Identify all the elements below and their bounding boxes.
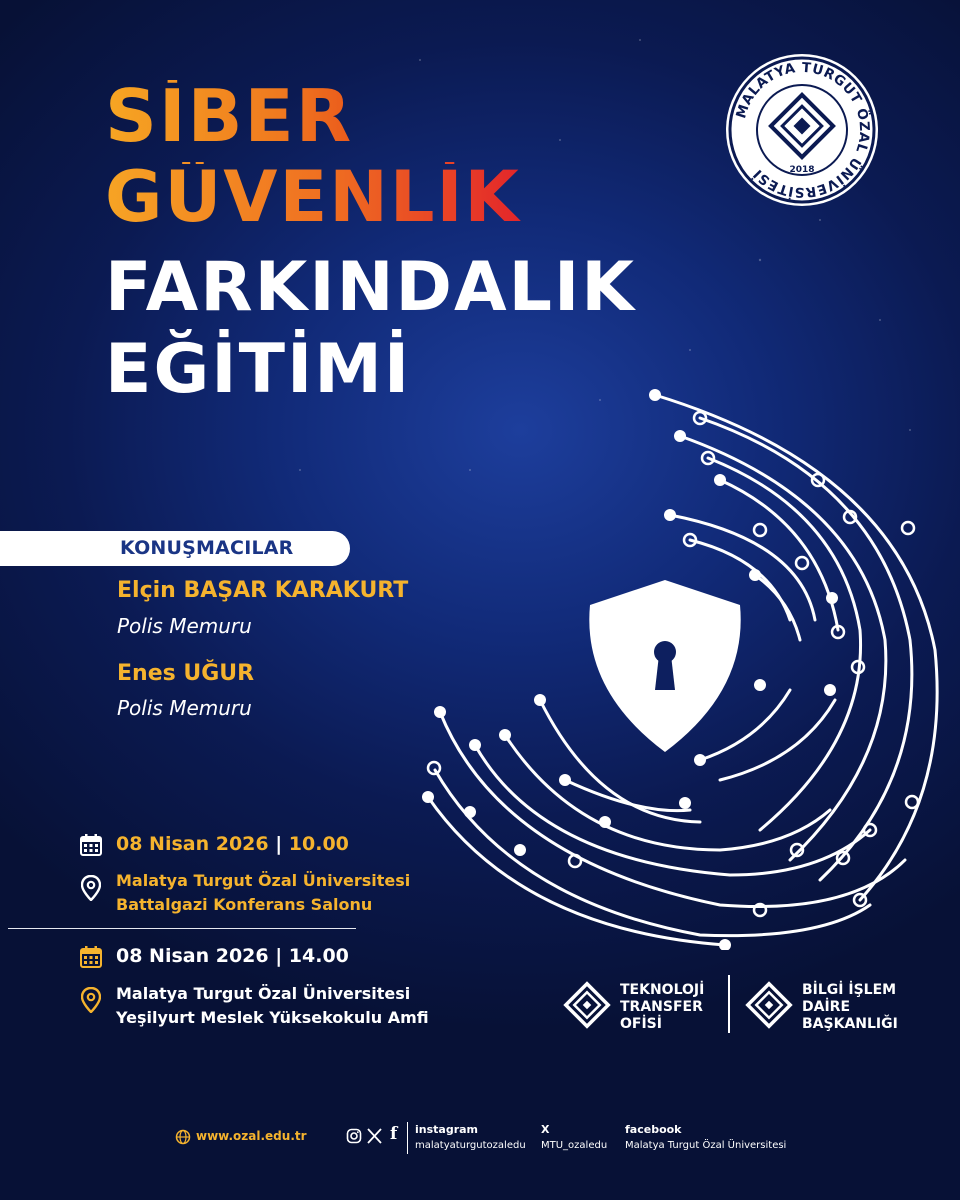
- event-2-location-line1: Malatya Turgut Özal Üniversitesi: [116, 984, 411, 1003]
- events-divider: [8, 928, 356, 929]
- circuit-graphic: [420, 380, 950, 950]
- instagram-label: instagram: [415, 1123, 479, 1136]
- facebook-icon[interactable]: f: [390, 1124, 398, 1144]
- website-link[interactable]: www.ozal.edu.tr: [196, 1129, 307, 1143]
- speaker-2-name: Enes UĞUR: [117, 661, 255, 686]
- facebook-handle[interactable]: Malatya Turgut Özal Üniversitesi: [625, 1140, 787, 1151]
- speaker-2-role: Polis Memuru: [117, 696, 252, 720]
- facebook-label: facebook: [625, 1123, 682, 1136]
- speaker-1-role: Polis Memuru: [117, 614, 252, 638]
- instagram-handle[interactable]: malatyaturgutozaledu: [415, 1140, 526, 1151]
- event-2-datetime: 08 Nisan 2026 | 14.00: [116, 945, 349, 967]
- event-1-date: 08 Nisan 2026: [116, 833, 269, 855]
- calendar-icon: [79, 945, 103, 969]
- event-2-location: [116, 982, 429, 1030]
- university-seal: [726, 54, 878, 206]
- seal-emblem-icon: [771, 95, 833, 157]
- speakers-heading-bar: [0, 531, 350, 566]
- event-1-location: [116, 869, 410, 917]
- title-line-1: SİBER: [105, 74, 354, 158]
- location-pin-icon: [81, 987, 101, 1013]
- title-line-3: FARKINDALIK: [105, 248, 636, 327]
- globe-icon: [175, 1129, 191, 1145]
- title-line-2: GÜVENLİK: [105, 156, 521, 238]
- event-1-location-line1: Malatya Turgut Özal Üniversitesi: [116, 871, 411, 890]
- footer-divider: [407, 1122, 408, 1154]
- tto-logo-icon: [562, 980, 612, 1030]
- speaker-1-name: Elçin BAŞAR KARAKURT: [117, 578, 409, 603]
- event-2-location-line2: Yeşilyurt Meslek Yüksekokulu Amfi: [116, 1008, 429, 1027]
- location-pin-icon: [81, 875, 101, 901]
- bidb-logo-text: BİLGİ İŞLEM DAİRE BAŞKANLIĞI: [802, 982, 898, 1032]
- seal-ring-text: MALATYA TURGUT ÖZAL ÜNİVERSİTESİ: [733, 59, 873, 201]
- bidb-logo-icon: [744, 980, 794, 1030]
- title-line-4: EĞİTİMİ: [105, 330, 412, 409]
- logo-divider: [728, 975, 730, 1033]
- speakers-heading: KONUŞMACILAR: [120, 537, 294, 559]
- event-1-location-line2: Battalgazi Konferans Salonu: [116, 895, 373, 914]
- shield-lock-icon: [589, 580, 740, 752]
- tto-logo-text: TEKNOLOJİ TRANSFER OFİSİ: [620, 982, 705, 1032]
- x-icon[interactable]: [367, 1128, 382, 1144]
- calendar-icon: [79, 833, 103, 857]
- instagram-icon[interactable]: [346, 1128, 362, 1144]
- event-2-time: 14.00: [288, 945, 349, 967]
- seal-year: 2018: [789, 165, 815, 175]
- event-2-date: 08 Nisan 2026: [116, 945, 269, 967]
- event-1-datetime: 08 Nisan 2026 | 10.00: [116, 833, 349, 855]
- x-handle[interactable]: MTU_ozaledu: [541, 1140, 608, 1151]
- x-label: X: [541, 1123, 550, 1136]
- event-1-time: 10.00: [288, 833, 349, 855]
